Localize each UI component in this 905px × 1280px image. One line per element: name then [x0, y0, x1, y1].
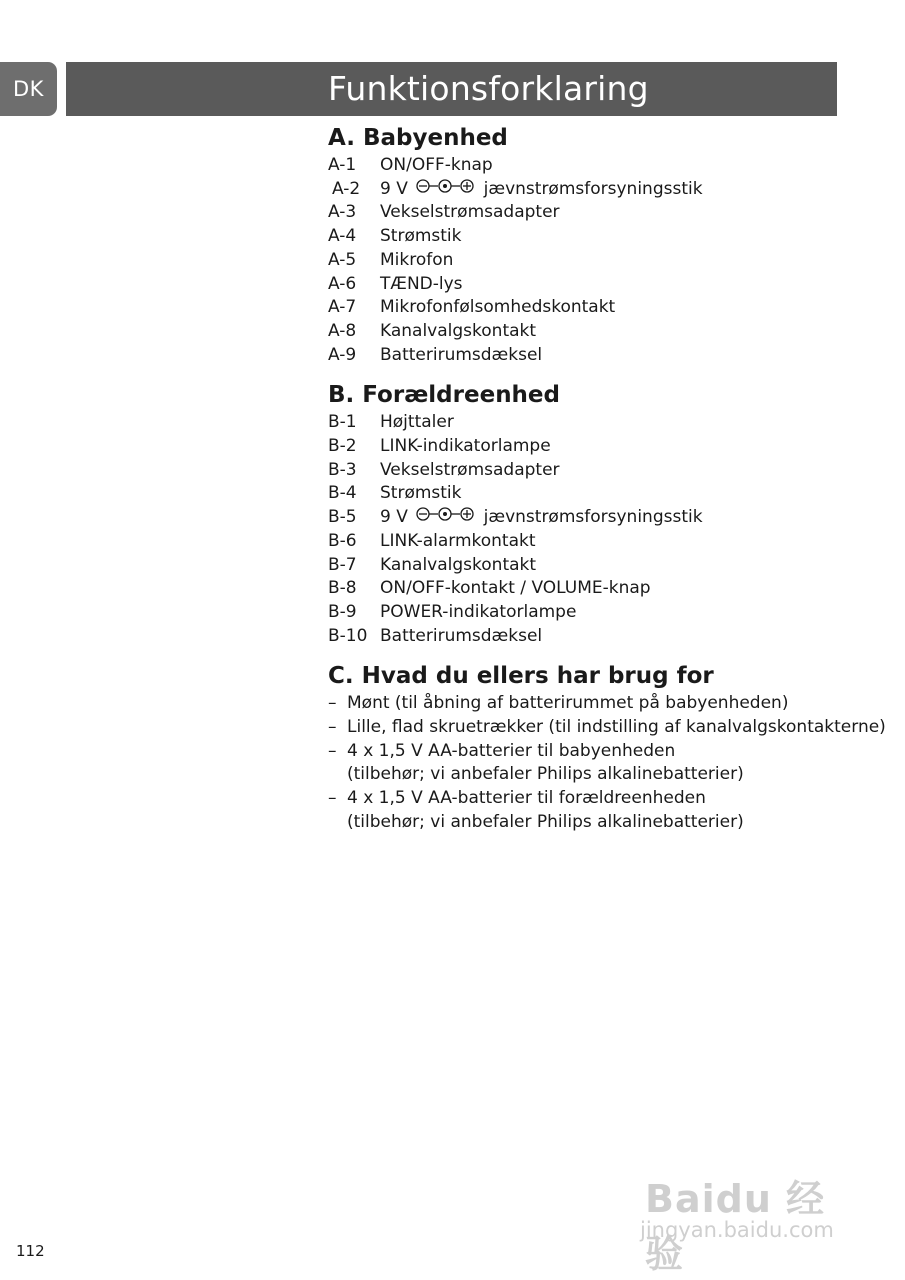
item-label: POWER-indikatorlampe: [380, 601, 577, 622]
item-label: TÆND-lys: [380, 273, 463, 294]
item-label: jævnstrømsforsyningsstik: [483, 178, 703, 199]
item-text: 4 x 1,5 V AA-batterier til babyenheden: [347, 740, 676, 761]
dash: –: [328, 788, 337, 809]
item-code: A-1: [328, 155, 357, 175]
item-code: A-4: [328, 226, 357, 247]
item-label: Vekselstrømsadapter: [380, 459, 560, 480]
item-code: B-7: [328, 554, 357, 575]
item-label: jævnstrømsforsyningsstik: [483, 507, 703, 528]
section-heading-a: A. Babyenhed: [328, 125, 508, 151]
page-number: 112: [16, 1242, 45, 1260]
item-code: A-6: [328, 273, 357, 294]
list-item: [328, 554, 888, 578]
list-item: [328, 625, 888, 649]
section-babyenhed: [328, 124, 888, 367]
item-code: A-2: [332, 178, 361, 199]
watermark-logo: Baidu 经验: [645, 1177, 826, 1276]
list-item: [328, 692, 888, 716]
list-item: [328, 435, 888, 459]
list-item: [328, 787, 888, 811]
dc-polarity-symbol-icon: [414, 178, 476, 202]
item-label: Vekselstrømsadapter: [380, 202, 560, 223]
list-item: [328, 273, 888, 297]
item-code: A-5: [328, 249, 357, 270]
item-label: Kanalvalgskontakt: [380, 320, 537, 341]
item-label: LINK-alarmkontakt: [380, 530, 536, 551]
item-text: 4 x 1,5 V AA-batterier til forældreenheden: [347, 788, 706, 809]
watermark: [640, 1150, 860, 1276]
item-code: B-9: [328, 601, 357, 622]
list-item: [328, 201, 888, 225]
list-item: [328, 154, 888, 178]
item-code: B-2: [328, 436, 357, 457]
section-heading-c: C. Hvad du ellers har brug for: [328, 663, 714, 690]
item-code: A-8: [328, 320, 357, 341]
item-label: Batterirumsdæksel: [380, 625, 543, 646]
item-label: Mikrofon: [380, 249, 454, 270]
dash: –: [328, 717, 337, 738]
list-item: [328, 178, 888, 202]
item-continuation: (tilbehør; vi anbefaler Philips alkalinebatterier): [347, 764, 744, 785]
item-code: A-9: [328, 344, 357, 365]
item-code: B-1: [328, 412, 357, 433]
item-code: A-3: [328, 202, 357, 223]
list-item: [328, 296, 888, 320]
dash: –: [328, 740, 337, 761]
item-code: B-4: [328, 483, 357, 504]
item-prefix: 9 V: [380, 507, 408, 528]
list-item: [328, 577, 888, 601]
list-item: [328, 506, 888, 530]
list-item: [328, 482, 888, 506]
item-text: Lille, flad skruetrækker (til indstilling af kanalvalgskontakterne): [347, 717, 886, 738]
section-foraeldreenhed: [328, 381, 888, 648]
section-heading-b: B. Forældreenhed: [328, 382, 560, 409]
dc-polarity-symbol-icon: [414, 506, 476, 530]
list-item: [328, 716, 888, 740]
content: [328, 124, 888, 849]
item-label: Strømstik: [380, 483, 462, 504]
item-label: Strømstik: [380, 226, 462, 247]
item-text: Mønt (til åbning af batterirummet på babyenheden): [347, 693, 789, 714]
list-item: [328, 249, 888, 273]
item-label: ON/OFF-kontakt / VOLUME-knap: [380, 578, 651, 599]
list-item: [328, 320, 888, 344]
watermark-url: jingyan.baidu.com: [640, 1218, 834, 1242]
item-code: A-7: [328, 297, 357, 318]
item-code: B-6: [328, 530, 357, 551]
list-item: [328, 740, 888, 764]
list-item: [328, 459, 888, 483]
page-title: Funktionsforklaring: [328, 69, 649, 108]
item-label: ON/OFF-knap: [380, 155, 493, 175]
title-bar: [66, 62, 837, 116]
dash: –: [328, 693, 337, 714]
section-hvad-du-ellers: [328, 662, 888, 834]
list-item: [328, 411, 888, 435]
list-item: [328, 344, 888, 368]
item-code: B-8: [328, 578, 357, 599]
item-label: LINK-indikatorlampe: [380, 436, 551, 457]
item-label: Batterirumsdæksel: [380, 344, 543, 365]
item-label: Kanalvalgskontakt: [380, 554, 537, 575]
list-item: [328, 601, 888, 625]
item-label: Højttaler: [380, 412, 454, 433]
item-code: B-10: [328, 625, 368, 646]
item-label: Mikrofonfølsomhedskontakt: [380, 297, 616, 318]
item-code: B-5: [328, 507, 357, 528]
list-item: [328, 530, 888, 554]
item-code: B-3: [328, 459, 357, 480]
item-prefix: 9 V: [380, 178, 408, 199]
language-tab: DK: [0, 62, 57, 116]
list-item: [328, 225, 888, 249]
item-continuation: (tilbehør; vi anbefaler Philips alkalinebatterier): [347, 811, 744, 832]
